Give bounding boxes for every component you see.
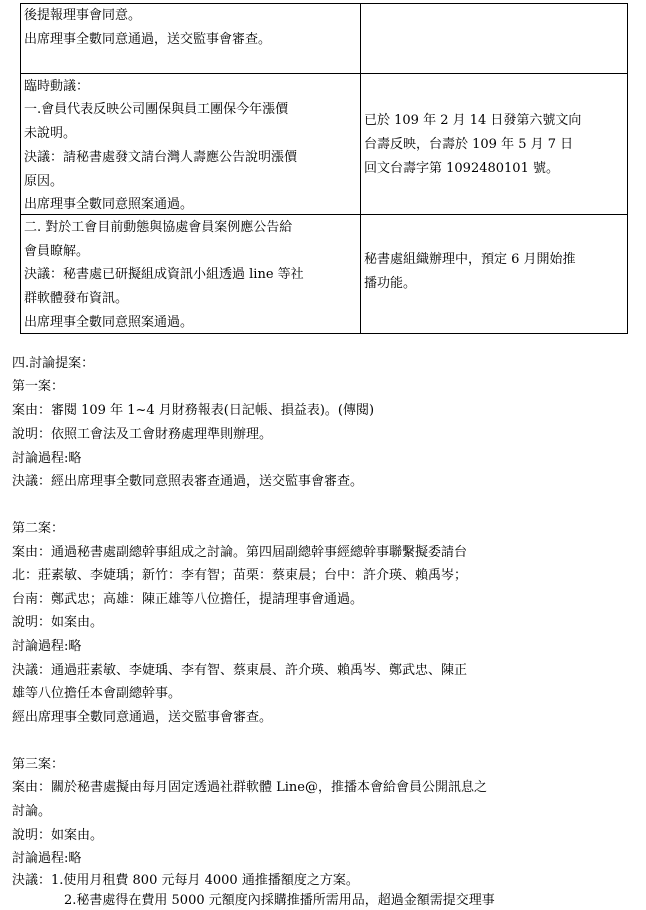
body-text: 經出席理事全數同意通過，送交監事會審查。 <box>12 710 273 725</box>
table-text: 播功能。 <box>364 276 417 291</box>
body-text: 說明：如案由。 <box>12 828 104 843</box>
body-text: 案由：關於秘書處擬由每月固定透過社群軟體 Line@，推播本會給會員公開訊息之 <box>12 780 487 795</box>
table-text: 回文台壽字第 1092480101 號。 <box>364 161 559 176</box>
table-row <box>21 74 628 215</box>
body-text: 決議：1.使用月租費 800 元每月 4000 通推播額度之方案。 <box>12 873 359 888</box>
body-text: 說明：如案由。 <box>12 615 104 630</box>
body-text: 決議：經出席理事全數同意照表審查通過，送交監事會審查。 <box>12 474 364 489</box>
table-row <box>21 4 628 74</box>
table-text: 群軟體發布資訊。 <box>24 291 129 306</box>
case-heading: 第二案： <box>12 521 65 536</box>
table-text: 決議：秘書處已研擬組成資訊小組透過 line 等社 <box>24 267 304 282</box>
table-cell-left <box>21 215 361 334</box>
body-text: 台南：鄭武忠；高雄：陳正雄等八位擔任，提請理事會通過。 <box>12 592 364 607</box>
table-text: 二. 對於工會目前動態與協處會員案例應公告給 <box>24 220 293 235</box>
body-text: 北：莊素敏、李婕瑀；新竹：李有智；苗栗：蔡東晨；台中：許介瑛、賴禹岑； <box>12 568 468 583</box>
table-text: 一.會員代表反映公司團保與員工團保今年漲價 <box>24 102 289 117</box>
table-text: 後提報理事會同意。 <box>24 8 142 23</box>
table-text: 決議：請秘書處發文請台灣人壽應公告說明漲價 <box>24 150 298 165</box>
table-text: 台壽反映，台壽於 109 年 5 月 7 日 <box>364 137 574 152</box>
table-text: 已於 109 年 2 月 14 日發第六號文向 <box>364 113 582 128</box>
table-text: 原因。 <box>24 174 64 189</box>
minutes-table <box>20 3 628 334</box>
table-text: 臨時動議： <box>24 79 90 94</box>
body-text: 2.秘書處得在費用 5000 元額度內採購推播所需用品，超過金額需提交理事 <box>64 893 495 908</box>
table-cell-right <box>361 74 628 215</box>
body-text: 討論。 <box>12 804 52 819</box>
table-text: 出席理事全數同意通過，送交監事會審查。 <box>24 32 272 47</box>
body-text: 討論過程:略 <box>12 851 82 866</box>
body-text: 討論過程:略 <box>12 639 82 654</box>
case-heading: 第三案： <box>12 757 65 772</box>
table-text: 秘書處組織辦理中，預定 6 月開始推 <box>364 252 576 267</box>
body-text: 雄等八位擔任本會副總幹事。 <box>12 686 182 701</box>
table-text: 出席理事全數同意照案通過。 <box>24 197 194 212</box>
table-text: 會員瞭解。 <box>24 244 90 259</box>
body-text: 案由：審閱 109 年 1~4 月財務報表(日記帳、損益表)。(傳閱) <box>12 403 375 418</box>
table-cell-left <box>21 74 361 215</box>
section-heading: 四.討論提案： <box>12 356 95 371</box>
body-text: 說明：依照工會法及工會財務處理準則辦理。 <box>12 427 273 442</box>
case-heading: 第一案： <box>12 379 65 394</box>
body-text: 討論過程:略 <box>12 451 82 466</box>
table-cell-right <box>361 215 628 334</box>
body-text: 決議：通過莊素敏、李婕瑀、李有智、蔡東晨、許介瑛、賴禹岑、鄭武忠、陳正 <box>12 663 468 678</box>
table-cell-left <box>21 4 361 74</box>
table-row <box>21 215 628 334</box>
table-cell-right <box>361 4 628 74</box>
table-text: 出席理事全數同意照案通過。 <box>24 315 194 330</box>
body-text: 案由：通過秘書處副總幹事組成之討論。第四屆副總幹事經總幹事聯繫擬委請台 <box>12 545 468 560</box>
table-text: 未說明。 <box>24 126 77 141</box>
